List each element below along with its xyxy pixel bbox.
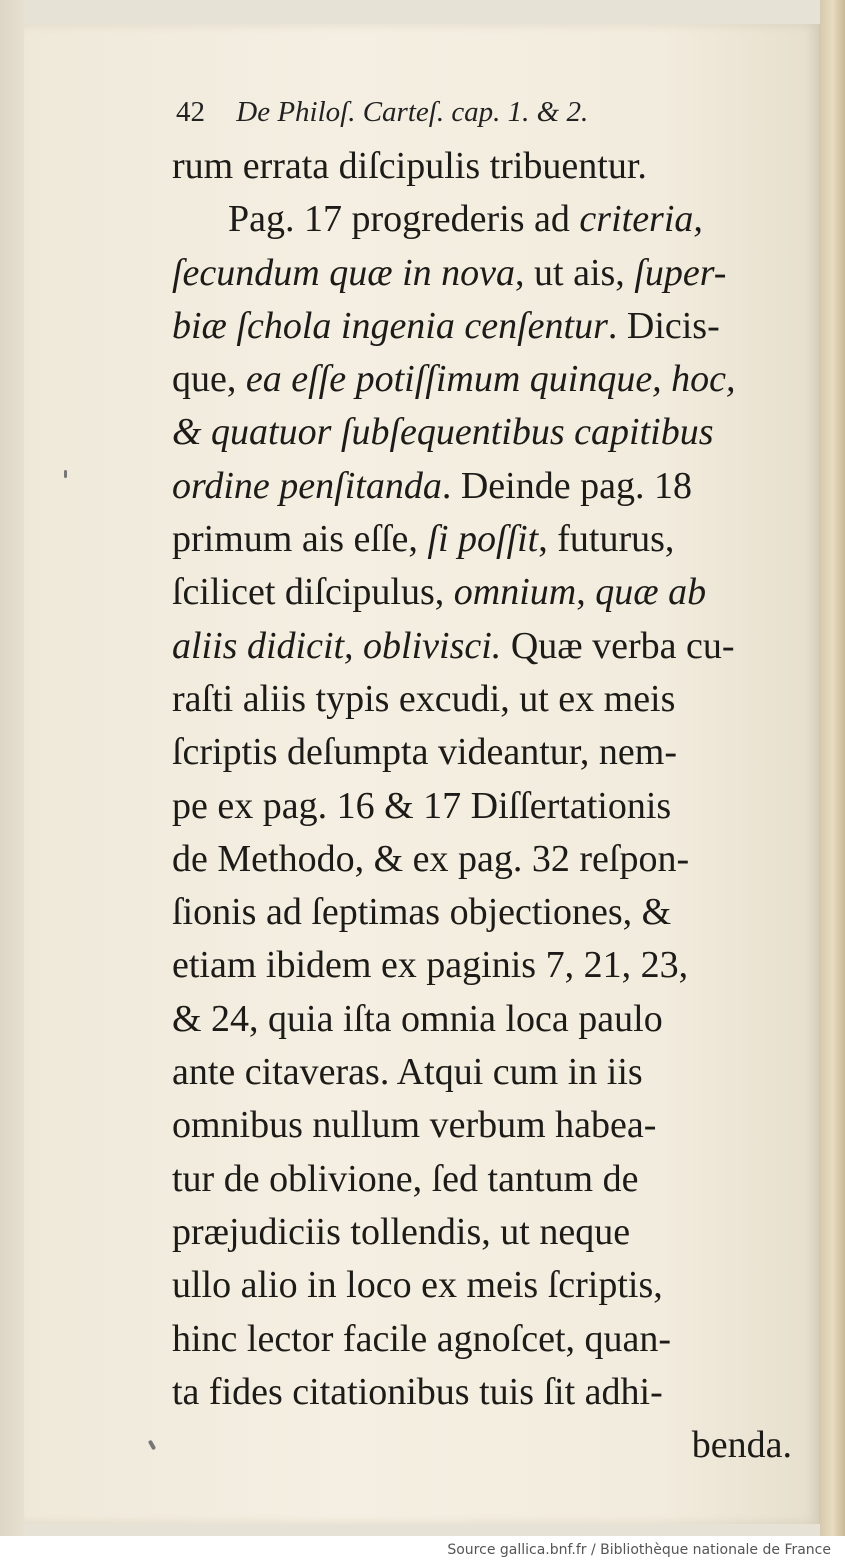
text-segment: Quæ verba cu- (501, 624, 735, 667)
text-segment: primum ais eſſe, (172, 518, 428, 561)
text-line (172, 247, 792, 300)
text-line (172, 726, 792, 779)
text-segment: tur de oblivione, ſed tantum de (172, 1157, 639, 1200)
text-segment: , futurus, (538, 518, 675, 561)
text-segment: pe ex pag. 16 & 17 Diſſertationis (172, 784, 672, 827)
text-line (172, 1099, 792, 1152)
text-segment: ta fides citationibus tuis ſit adhi- (172, 1370, 663, 1413)
text-segment: . Dicis- (607, 304, 720, 347)
footer-bar (0, 1536, 845, 1566)
text-line (172, 140, 792, 193)
text-line (172, 460, 792, 513)
text-segment: etiam ibidem ex paginis 7, 21, 23, (172, 944, 689, 987)
text-line (172, 1206, 792, 1259)
italic-segment: ſecundum quæ in nova (172, 251, 516, 294)
text-line (172, 780, 792, 833)
italic-segment: aliis didicit, oblivisci. (172, 624, 502, 667)
right-page-edge (820, 0, 845, 1536)
text-line (172, 1153, 792, 1206)
text-line (172, 353, 792, 406)
text-segment: que, (172, 358, 246, 401)
italic-segment: quæ ab (595, 571, 707, 614)
text-line (172, 886, 792, 939)
text-segment: & 24, quia iſta omnia loca paulo (172, 997, 663, 1040)
page-number: 42 (176, 96, 205, 128)
text-line (172, 406, 792, 459)
text-segment: ante citaveras. Atqui cum in iis (172, 1051, 643, 1094)
italic-segment: & quatuor ſubſequentibus capitibus (172, 411, 714, 454)
text-segment: benda. (691, 1424, 792, 1467)
text-line (172, 300, 792, 353)
italic-segment: ſuper- (634, 251, 727, 294)
running-title: De Philoſ. Carteſ. cap. 1. & 2. (236, 96, 589, 128)
text-segment: ſionis ad ſeptimas objectiones, & (172, 891, 672, 934)
ink-speck (64, 470, 67, 478)
italic-segment: omnium (453, 571, 577, 614)
text-segment: ullo alio in loco ex meis ſcriptis, (172, 1264, 663, 1307)
italic-segment: ea eſſe potiſſimum quinque, hoc, (245, 358, 736, 401)
text-line (172, 939, 792, 992)
italic-segment: ſi poſſit (427, 518, 539, 561)
text-line (172, 620, 792, 673)
italic-segment: criteria, (579, 198, 703, 241)
left-page-edge (0, 0, 24, 1536)
text-line (172, 833, 792, 886)
italic-segment: ordine penſitanda (172, 464, 442, 507)
source-credit: Source gallica.bnf.fr / Bibliothèque nationale de France (447, 1542, 831, 1558)
body-text (172, 140, 792, 1472)
text-segment: rum errata diſcipulis tribuentur. (172, 145, 647, 187)
text-line (172, 1419, 792, 1472)
text-segment: ſcriptis deſumpta videantur, nem- (172, 731, 678, 774)
text-segment: raſti aliis typis excudi, ut ex meis (172, 677, 676, 720)
text-segment: . Deinde pag. 18 (441, 464, 692, 507)
running-header (176, 96, 736, 136)
text-line (172, 1366, 792, 1419)
text-line (172, 513, 792, 566)
italic-segment: biæ ſchola ingenia cenſentur (172, 304, 608, 347)
text-line (172, 566, 792, 619)
text-line (172, 993, 792, 1046)
text-line (172, 1313, 792, 1366)
text-line (172, 673, 792, 726)
text-segment: ſcilicet diſcipulus, (172, 571, 454, 614)
text-segment: , ut ais, (515, 251, 635, 294)
text-segment: Pag. 17 progrederis ad (228, 198, 580, 241)
text-segment: de Methodo, & ex pag. 32 reſpon- (172, 837, 690, 880)
text-segment: præjudiciis tollendis, ut neque (172, 1210, 631, 1253)
text-line (172, 1046, 792, 1099)
text-segment: omnibus nullum verbum habea- (172, 1104, 657, 1147)
text-segment: , (576, 571, 596, 614)
text-segment: hinc lector facile agnoſcet, quan- (172, 1317, 672, 1360)
text-line (172, 1259, 792, 1312)
text-line (172, 193, 792, 246)
